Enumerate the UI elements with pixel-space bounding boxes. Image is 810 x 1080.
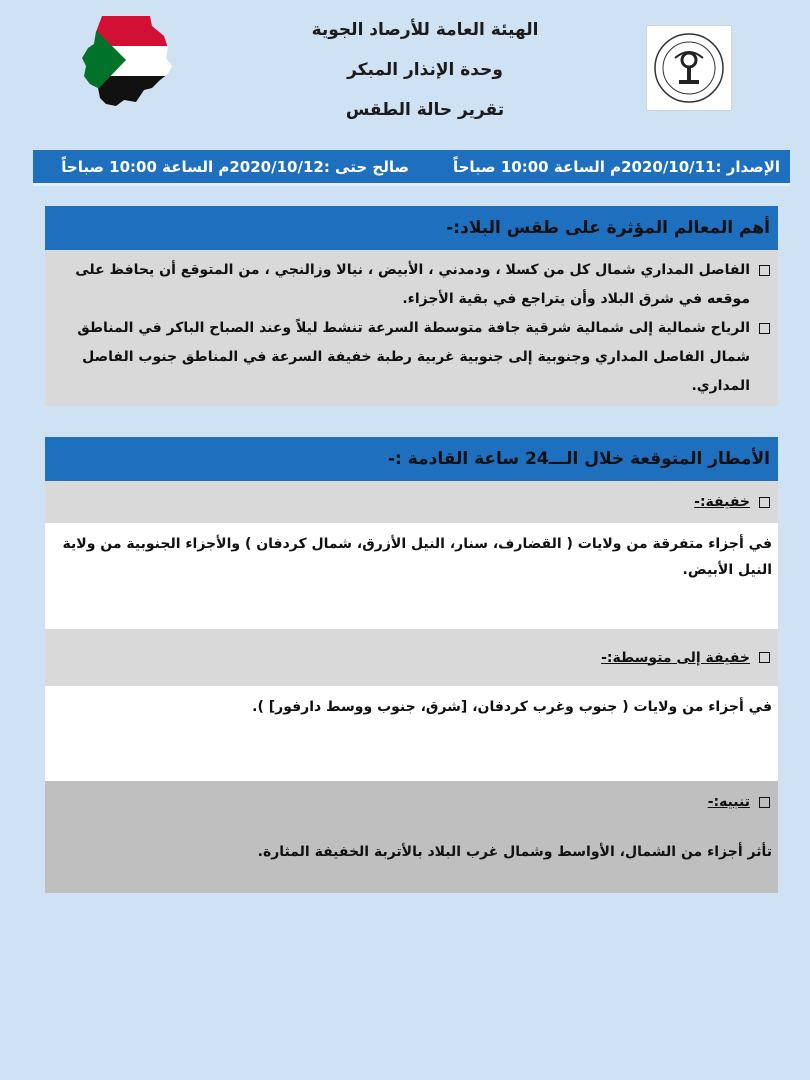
valid-until: صالح حتى :2020/10/12م الساعة 10:00 صباحاً xyxy=(61,157,409,176)
rain-heading xyxy=(45,437,778,481)
checkbox-bullet-icon xyxy=(759,265,770,276)
checkbox-bullet-icon xyxy=(759,652,770,663)
light-rain-label: خفيفة:- xyxy=(694,494,750,510)
issue-validity-bar xyxy=(33,150,790,186)
moderate-rain-text: في أجزاء من ولايات ( جنوب وغرب كردفان، [شرق، جنوب ووسط دارفور] ). xyxy=(252,699,772,715)
report-header xyxy=(0,0,810,150)
authority-logo xyxy=(646,25,732,111)
alert-band xyxy=(45,781,778,893)
features-list xyxy=(45,250,778,406)
moderate-rain-text-band xyxy=(45,686,778,781)
moderate-rain-label: خفيفة إلى متوسطة:- xyxy=(601,649,750,666)
checkbox-bullet-icon xyxy=(759,323,770,334)
light-rain-text-band xyxy=(45,523,778,629)
org-name: الهيئة العامة للأرصاد الجوية xyxy=(311,20,539,40)
feature-text: الفاصل المداري شمال كل من كسلا ، ودمدني ، الأبيض ، نيالا وزالنجي ، من المتوقع أن يحافظ على موقعه في شرق البلاد وأن يتراجع في بقية الأجزاء. xyxy=(75,262,750,307)
list-item xyxy=(53,314,770,401)
meteorological-seal-icon xyxy=(651,30,727,106)
alert-text: تأثر أجزاء من الشمال، الأواسط وشمال غرب البلاد بالأتربة الخفيفة المثارة. xyxy=(257,844,772,860)
feature-text: الرياح شمالية إلى شمالية شرقية جافة متوسطة السرعة تنشط ليلاً وعند الصباح الباكر في المناطق شمال الفاصل المداري وجنوبية إلى جنوبية غربية رطبة خفيفة السرعة في المناطق جنوب الفاصل المداري. xyxy=(77,320,750,394)
alert-label: تنبيه:- xyxy=(707,794,750,810)
list-item xyxy=(53,256,770,314)
features-heading xyxy=(45,206,778,250)
rain-heading-text: الأمطار المتوقعة خلال الـــ24 ساعة القادمة :- xyxy=(388,449,770,469)
header-titles xyxy=(250,10,600,130)
report-title: تقرير حالة الطقس xyxy=(345,100,505,120)
sudan-flag-map-icon xyxy=(80,14,178,108)
features-heading-text: أهم المعالم المؤثرة على طقس البلاد:- xyxy=(446,218,770,238)
checkbox-bullet-icon xyxy=(759,497,770,508)
moderate-rain-label-band xyxy=(45,629,778,686)
light-rain-label-band xyxy=(45,481,778,523)
unit-name: وحدة الإنذار المبكر xyxy=(347,60,503,80)
checkbox-bullet-icon xyxy=(759,797,770,808)
light-rain-text: في أجزاء متفرقة من ولايات ( القضارف، سنار، النيل الأزرق، شمال كردفان ) والأجزاء الجنوبية من ولاية النيل الأبيض. xyxy=(62,536,772,578)
issue-date: الإصدار :2020/10/11م الساعة 10:00 صباحاً xyxy=(452,157,780,176)
